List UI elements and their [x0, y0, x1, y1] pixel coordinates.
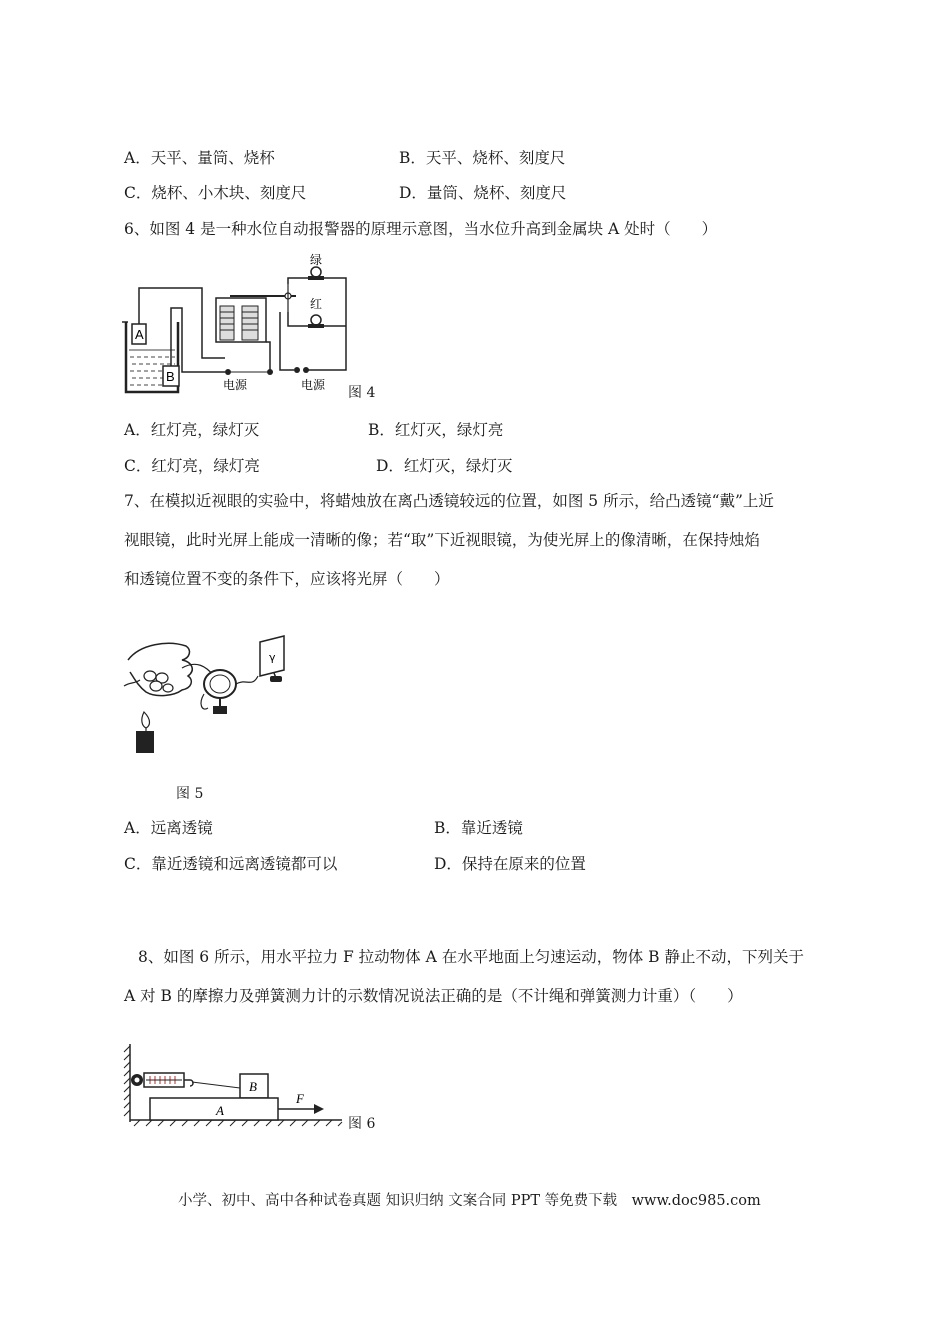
q7-stem-line-2: 视眼镜，此时光屏上能成一清晰的像；若“取”下近视眼镜，为使光屏上的像清晰，在保持烛焰	[124, 531, 760, 549]
q6-stem: 6、如图 4 是一种水位自动报警器的原理示意图，当水位升高到金属块 A 处时（ ）	[124, 220, 718, 238]
figure-6-label-a: A	[216, 1103, 224, 1118]
q8-stem-line-1: 8、如图 6 所示，用水平拉力 F 拉动物体 A 在水平地面上匀速运动，物体 B 静止不动，下列关于	[138, 948, 804, 966]
q7-option-b: B．靠近透镜	[434, 819, 523, 837]
figure-4-label-red: 红	[310, 297, 323, 311]
figure-5-caption: 图 5	[176, 786, 204, 802]
q6-option-c: C．红灯亮，绿灯亮	[124, 457, 260, 475]
figure-6-caption: 图 6	[348, 1116, 376, 1132]
figure-6-label-f: F	[296, 1091, 304, 1106]
q7-stem-line-3: 和透镜位置不变的条件下，应该将光屏（ ）	[124, 570, 450, 588]
figure-4-label-b: B	[166, 369, 175, 384]
figure-4-label-green: 绿	[310, 253, 323, 267]
q7-option-c: C．靠近透镜和远离透镜都可以	[124, 855, 338, 873]
figure-4-caption: 图 4	[348, 385, 376, 401]
q5-option-d: D．量筒、烧杯、刻度尺	[399, 184, 567, 202]
q8-stem-line-2: A 对 B 的摩擦力及弹簧测力计的示数情况说法正确的是（不计绳和弹簧测力计重）（ ）	[124, 987, 743, 1005]
figure-6-friction-setup	[120, 1040, 360, 1132]
q6-option-a: A．红灯亮，绿灯灭	[124, 421, 260, 439]
figure-4-water-alarm	[120, 250, 360, 395]
q5-option-b: B．天平、烧杯、刻度尺	[399, 149, 566, 167]
figure-5-lens-experiment	[120, 632, 320, 757]
q6-option-b: B．红灯灭，绿灯亮	[368, 421, 504, 439]
q7-option-d: D．保持在原来的位置	[434, 855, 586, 873]
svg-text:γ: γ	[269, 651, 276, 664]
page-footer: 小学、初中、高中各种试卷真题 知识归纳 文案合同 PPT 等免费下载 www.doc985.com	[178, 1193, 761, 1209]
q6-option-d: D．红灯灭，绿灯灭	[376, 457, 513, 475]
q7-stem-line-1: 7、在模拟近视眼的实验中，将蜡烛放在离凸透镜较远的位置，如图 5 所示，给凸透镜“戴”上近	[124, 492, 774, 510]
figure-6-label-b: B	[249, 1079, 257, 1094]
figure-4-power-1: 电源	[223, 378, 248, 392]
figure-4-power-2: 电源	[301, 378, 326, 392]
q7-option-a: A．远离透镜	[124, 819, 213, 837]
q5-option-a: A．天平、量筒、烧杯	[124, 149, 275, 167]
figure-4-label-a: A	[135, 327, 144, 342]
q5-option-c: C．烧杯、小木块、刻度尺	[124, 184, 307, 202]
